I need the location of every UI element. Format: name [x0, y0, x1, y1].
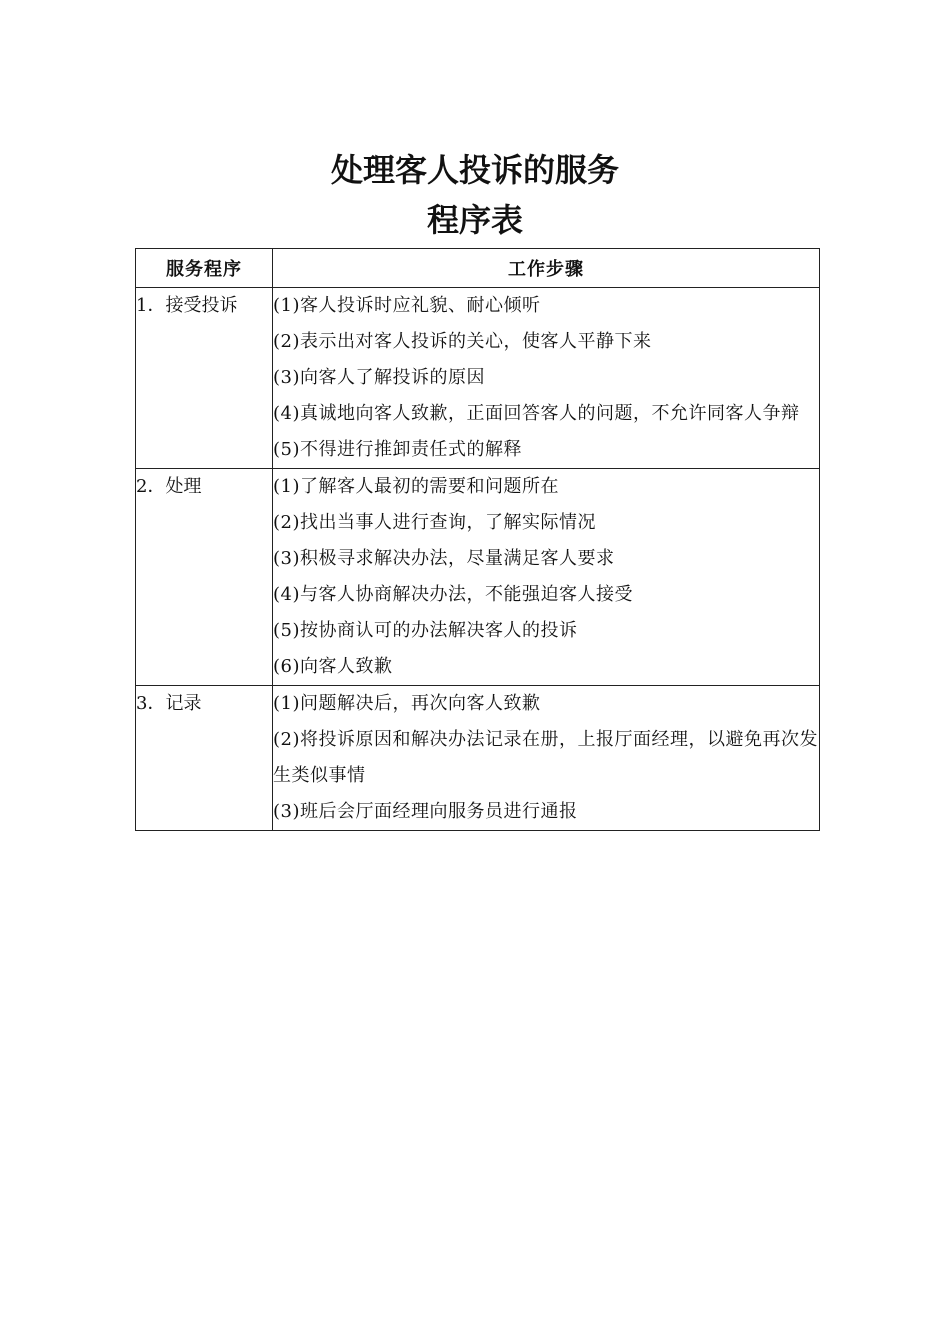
step-item: (1)客人投诉时应礼貌、耐心倾听 [273, 295, 541, 316]
stage-cell: 3．记录 [136, 686, 273, 831]
table-header-row [136, 249, 820, 288]
title-line-1: 处理客人投诉的服务 [330, 151, 619, 190]
header-service-procedure: 服务程序 [136, 249, 273, 288]
document-title [0, 145, 950, 245]
steps-cell [273, 469, 820, 686]
step-item: (1)了解客人最初的需要和问题所在 [273, 476, 559, 497]
steps-cell [273, 288, 820, 469]
step-item: (2)表示出对客人投诉的关心，使客人平静下来 [273, 331, 652, 352]
title-line-2: 程序表 [426, 201, 523, 240]
stage-cell: 1．接受投诉 [136, 288, 273, 469]
step-item: (3)积极寻求解决办法，尽量满足客人要求 [273, 548, 615, 569]
step-item: (3)班后会厅面经理向服务员进行通报 [273, 801, 578, 822]
steps-cell [273, 686, 820, 831]
step-item: (3)向客人了解投诉的原因 [273, 367, 485, 388]
table-row [136, 469, 820, 686]
step-item: (4)与客人协商解决办法，不能强迫客人接受 [273, 584, 633, 605]
header-work-steps: 工作步骤 [273, 249, 820, 288]
step-item: (6)向客人致歉 [273, 656, 393, 677]
table-row [136, 686, 820, 831]
table-row [136, 288, 820, 469]
step-item: (5)不得进行推卸责任式的解释 [273, 439, 522, 460]
step-item: (2)将投诉原因和解决办法记录在册，上报厅面经理，以避免再次发生类似事情 [273, 729, 818, 786]
step-item: (1)问题解决后，再次向客人致歉 [273, 693, 541, 714]
stage-cell: 2．处理 [136, 469, 273, 686]
step-item: (5)按协商认可的办法解决客人的投诉 [273, 620, 578, 641]
step-item: (2)找出当事人进行查询，了解实际情况 [273, 512, 596, 533]
procedure-table [135, 248, 820, 831]
step-item: (4)真诚地向客人致歉，正面回答客人的问题，不允许同客人争辩 [273, 403, 800, 424]
